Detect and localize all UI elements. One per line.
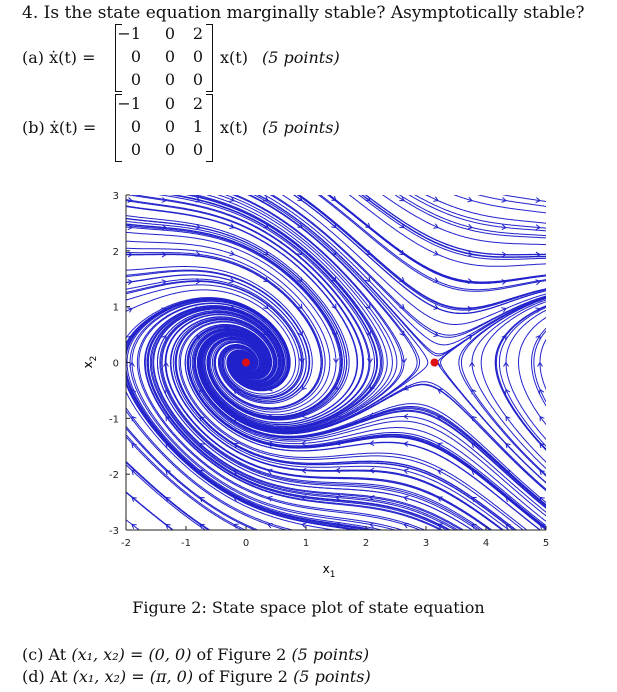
matrix-cell: 0 xyxy=(164,140,175,159)
part-d-expr: (x₁, x₂) = (π, 0) xyxy=(72,667,194,686)
y-tick-label: 0 xyxy=(112,358,119,370)
y-tick-label: 1 xyxy=(112,302,119,314)
streamline xyxy=(359,178,565,246)
streamline xyxy=(336,178,564,260)
equilibrium-point xyxy=(242,359,250,367)
matrix-cell: 0 xyxy=(164,70,175,89)
matrix-cell: −1 xyxy=(117,24,141,43)
streamline xyxy=(130,301,439,547)
streamline xyxy=(432,178,564,209)
matrix-cell: 2 xyxy=(192,24,203,43)
part-d-suffix: of Figure 2 xyxy=(198,667,288,686)
matrix-cell: 0 xyxy=(164,24,175,43)
matrix-cell: 0 xyxy=(130,140,141,159)
x-tick-label: 2 xyxy=(362,538,370,549)
matrix-cell: 0 xyxy=(130,70,141,89)
matrix-cell: 0 xyxy=(130,117,141,136)
part-d-label: (d) At xyxy=(22,667,68,686)
matrix-cell: 1 xyxy=(192,117,203,136)
part-c-expr: (x₁, x₂) = (0, 0) xyxy=(71,645,192,664)
x-tick-label: 4 xyxy=(482,538,490,549)
matrix-cell: 0 xyxy=(192,70,203,89)
y-axis-label: $x_2$ xyxy=(81,355,99,369)
part-c-suffix: of Figure 2 xyxy=(196,645,287,664)
part-c-points: (5 points) xyxy=(291,645,370,664)
y-tick-label: 2 xyxy=(112,246,119,258)
part-a-label: (a) ẋ(t) = xyxy=(22,48,96,67)
y-tick-label: 3 xyxy=(112,191,119,202)
equilibrium-point xyxy=(430,359,438,367)
figure-caption: Figure 2: State space plot of state equation xyxy=(132,598,485,617)
streamline xyxy=(496,300,564,467)
part-c-label: (c) At xyxy=(22,645,67,664)
part-c xyxy=(22,645,369,664)
matrix-cell: 0 xyxy=(164,94,175,113)
matrix-cell: 0 xyxy=(164,47,175,66)
matrix-cell: 2 xyxy=(192,94,203,113)
part-a-points: (5 points) xyxy=(262,48,340,67)
matrix-cell: 0 xyxy=(192,47,203,66)
x-tick-label: 3 xyxy=(422,538,430,549)
part-d-points: (5 points) xyxy=(293,667,371,686)
matrix-cell: −1 xyxy=(117,94,141,113)
streamline xyxy=(532,316,565,430)
streamline xyxy=(540,322,565,419)
matrix-cell: 0 xyxy=(192,140,203,159)
x-tick-label: 5 xyxy=(542,538,550,549)
question-title: 4. Is the state equation marginally stable? Asymptotically stable? xyxy=(22,3,585,23)
x-tick-label: 1 xyxy=(302,538,310,549)
matrix-cell: 0 xyxy=(164,117,175,136)
y-tick-label: -2 xyxy=(109,470,119,482)
y-tick-label: -3 xyxy=(109,526,119,537)
streamline xyxy=(340,178,564,257)
x-tick-label: 0 xyxy=(242,538,250,549)
part-b-suffix: x(t) xyxy=(220,118,248,137)
part-d xyxy=(22,667,371,686)
streamline xyxy=(534,318,564,427)
part-b-points: (5 points) xyxy=(262,118,340,137)
x-tick-label: -1 xyxy=(181,538,191,549)
streamline xyxy=(253,178,566,325)
x-axis-label: $x_1$ xyxy=(322,562,336,580)
streamline xyxy=(417,178,564,216)
x-tick-label: -2 xyxy=(121,538,131,549)
part-b-label: (b) ẋ(t) = xyxy=(22,118,97,137)
matrix-cell: 0 xyxy=(130,47,141,66)
y-tick-label: -1 xyxy=(109,414,119,426)
part-a-suffix: x(t) xyxy=(220,48,248,67)
